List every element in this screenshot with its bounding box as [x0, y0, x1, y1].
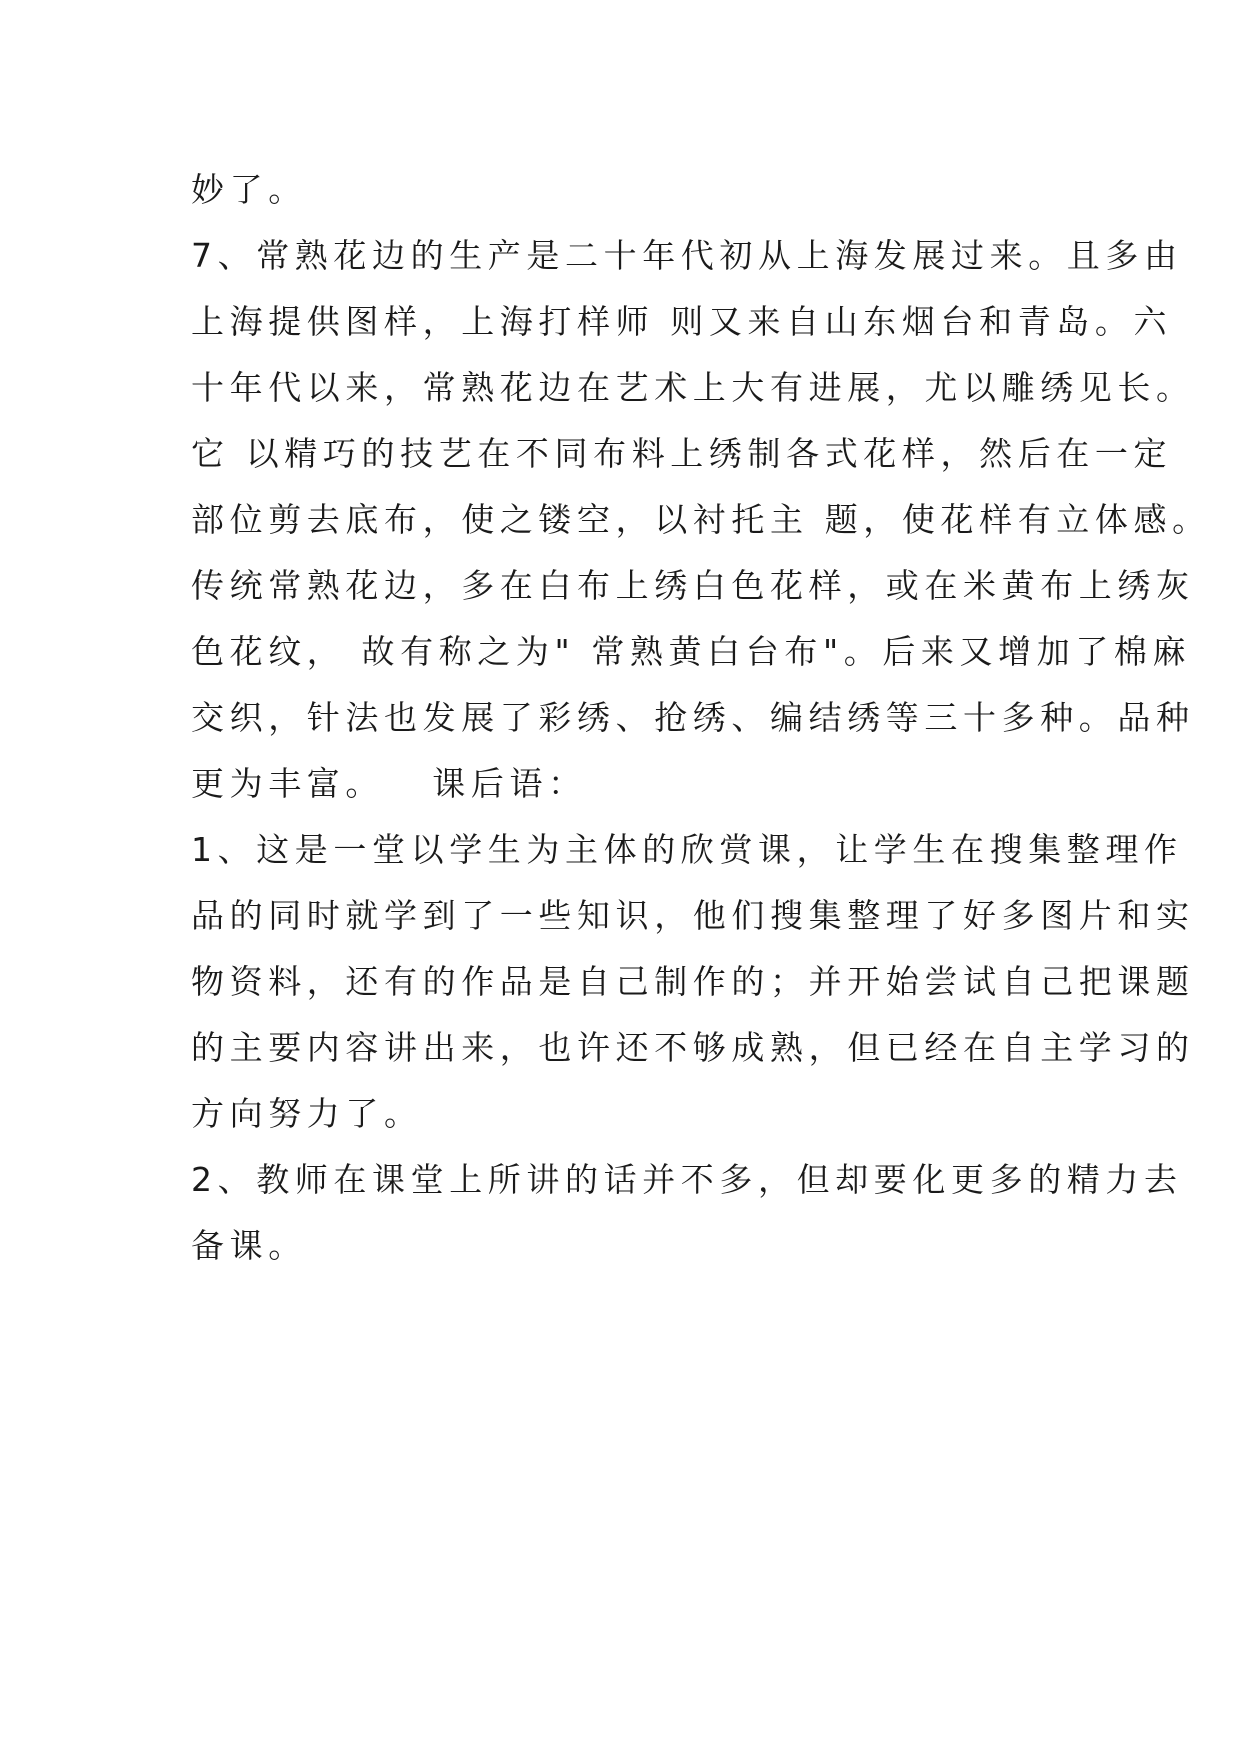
text-line: 更为丰富。 课后语：: [191, 764, 587, 803]
text-line: 品的同时就学到了一些知识，他们搜集整理了好多图片和实: [191, 896, 1195, 935]
body-text: [191, 157, 1211, 1279]
text-line: 的主要内容讲出来，也许还不够成熟，但已经在自主学习的: [191, 1028, 1195, 1067]
text-line: 妙了。: [191, 170, 307, 209]
text-line: 物资料，还有的作品是自己制作的；并开始尝试自己把课题: [191, 962, 1195, 1001]
text-line: 方向努力了。: [191, 1094, 423, 1133]
text-line: 它 以精巧的技艺在不同布料上绣制各式花样，然后在一定: [191, 434, 1173, 473]
text-line: 上海提供图样，上海打样师 则又来自山东烟台和青岛。六: [191, 302, 1173, 341]
text-line: 色花纹， 故有称之为" 常熟黄白台布"。后来又增加了棉麻: [191, 632, 1192, 671]
text-line: 部位剪去底布，使之镂空，以衬托主 题，使花样有立体感。: [191, 500, 1211, 539]
text-line: 十年代以来，常熟花边在艺术上大有进展，尤以雕绣见长。: [191, 368, 1195, 407]
text-line: 7、常熟花边的生产是二十年代初从上海发展过来。且多由: [191, 236, 1183, 275]
text-line: 交织，针法也发展了彩绣、抢绣、编结绣等三十多种。品种: [191, 698, 1195, 737]
text-line: 2、教师在课堂上所讲的话并不多，但却要化更多的精力去: [191, 1160, 1183, 1199]
text-line: 备课。: [191, 1226, 307, 1265]
text-line: 1、这是一堂以学生为主体的欣赏课，让学生在搜集整理作: [191, 830, 1183, 869]
text-line: 传统常熟花边，多在白布上绣白色花样，或在米黄布上绣灰: [191, 566, 1195, 605]
